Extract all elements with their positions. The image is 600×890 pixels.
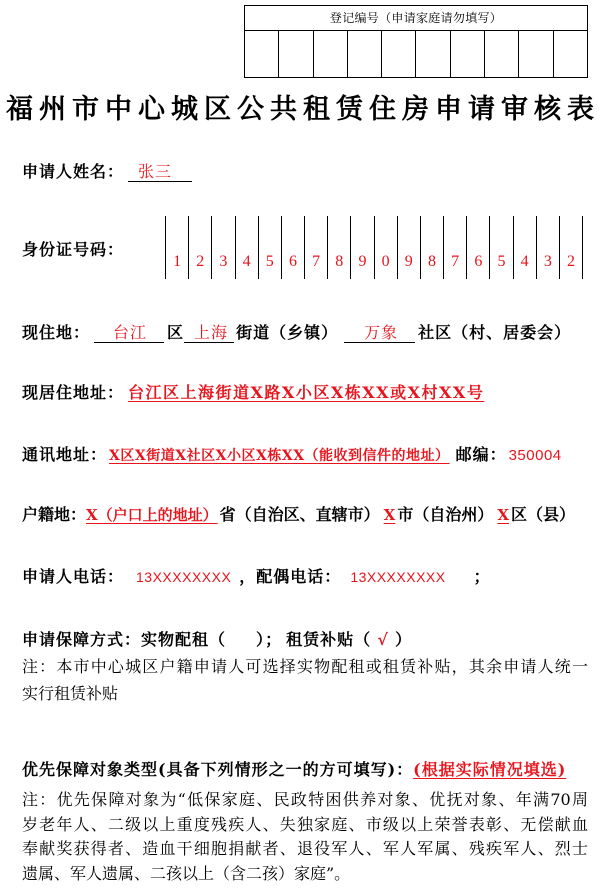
applicant-name-label: 申请人姓名： xyxy=(22,162,125,181)
priority-note-line: 遗属、军人遗属、二孩以上（含二孩）家庭”。 xyxy=(22,863,351,883)
id-digit: 8 xyxy=(335,253,344,270)
applicant-name-row xyxy=(22,161,588,183)
registration-number-cell xyxy=(553,31,587,77)
paren-close: ） xyxy=(256,630,266,649)
applicant-phone-value: 13XXXXXXXX xyxy=(136,569,232,585)
current-community-value: 万象 xyxy=(344,323,415,343)
current-residence-row xyxy=(22,322,588,344)
priority-type-row xyxy=(22,759,588,781)
id-digit-cell xyxy=(350,216,373,279)
residence-address-label: 现居住地址： xyxy=(22,383,125,402)
priority-note xyxy=(22,788,588,886)
id-digit: 9 xyxy=(404,253,413,270)
current-district-suffix: 区 xyxy=(167,323,185,342)
household-province-value: X（户口上的地址） xyxy=(86,506,218,524)
household-city-value: X xyxy=(383,506,396,524)
paren-open: （ xyxy=(209,630,227,649)
id-digit-cell xyxy=(466,216,489,279)
household-city-suffix: 市（自治州） xyxy=(397,505,494,524)
postcode-value: 350004 xyxy=(508,447,562,464)
id-digit-cell xyxy=(327,216,350,279)
registration-number-box xyxy=(244,5,588,78)
household-district-value: X xyxy=(497,506,509,524)
registration-number-cell xyxy=(313,31,347,77)
id-digit-cell xyxy=(420,216,443,279)
applicant-phone-label: 申请人电话： xyxy=(22,567,125,586)
mailing-address-label: 通讯地址： xyxy=(22,445,108,464)
phone-row-end: ； xyxy=(473,567,491,586)
support-method-row xyxy=(22,629,588,651)
mailing-address-row xyxy=(22,444,588,467)
paren-open: （ xyxy=(354,630,372,649)
id-digit: 7 xyxy=(312,253,321,270)
registration-number-cell xyxy=(347,31,381,77)
id-digit: 2 xyxy=(567,253,575,270)
support-method-label: 申请保障方式： xyxy=(22,630,142,649)
current-community-suffix: 社区（村、居委会） xyxy=(418,323,572,342)
registration-number-cell xyxy=(278,31,312,77)
id-digit: 2 xyxy=(196,253,205,270)
mailing-address-value: X区X街道X社区X小区X栋XX（能收到信件的地址） xyxy=(109,448,450,464)
registration-number-cell xyxy=(245,31,278,77)
residence-address-row xyxy=(22,382,588,404)
id-digit: 8 xyxy=(427,253,436,270)
household-registration-label: 户籍地： xyxy=(22,505,87,524)
form-title: 福州市中心城区公共租赁住房申请审核表 xyxy=(6,94,594,125)
id-number-label: 身份证号码： xyxy=(22,240,125,259)
id-digit: 5 xyxy=(265,253,274,270)
id-digit-cell xyxy=(235,216,258,279)
spouse-phone-value: 13XXXXXXXX xyxy=(350,569,446,585)
spouse-phone-label: ，配偶电话： xyxy=(239,567,342,586)
current-street-value: 上海 xyxy=(184,323,234,343)
id-digit: 6 xyxy=(288,253,297,270)
id-digit-cell xyxy=(397,216,420,279)
priority-note-line: 岁老年人、二级以上重度残疾人、失独家庭、市级以上荣誉表彰、无偿献血 xyxy=(22,814,588,834)
id-number-grid xyxy=(165,216,583,279)
id-digit: 7 xyxy=(451,253,460,270)
id-digit-cell xyxy=(513,216,536,279)
applicant-name-value: 张三 xyxy=(128,162,192,182)
id-digit-cell xyxy=(281,216,304,279)
id-digit: 9 xyxy=(358,253,367,270)
household-registration-row xyxy=(22,504,588,526)
current-district-value: 台江 xyxy=(94,323,164,343)
id-digit: 3 xyxy=(543,253,552,270)
id-digit-cell xyxy=(258,216,281,279)
household-district-suffix: 区（县） xyxy=(510,505,575,524)
support-note-line: 实行租赁补贴 xyxy=(22,684,119,703)
priority-type-value: (根据实际情况填选) xyxy=(413,760,567,779)
id-digit-cell xyxy=(559,216,582,279)
support-option-rental-housing: 实物配租 xyxy=(141,630,210,649)
id-digit-cell xyxy=(489,216,512,279)
priority-type-label: 优先保障对象类型(具备下列情形之一的方可填写)： xyxy=(22,760,414,779)
paren-close: ） xyxy=(395,630,413,649)
support-method-note xyxy=(22,653,588,707)
registration-number-cell xyxy=(450,31,484,77)
registration-number-cell xyxy=(484,31,518,77)
id-digit-cell xyxy=(304,216,327,279)
id-digit-cell xyxy=(536,216,559,279)
id-digit: 4 xyxy=(242,253,251,270)
registration-number-header: 登记编号（申请家庭请勿填写） xyxy=(245,6,587,31)
residence-address-value: 台江区上海街道X路X小区X栋XX或X村XX号 xyxy=(128,383,485,402)
registration-number-cell xyxy=(518,31,552,77)
support-option-rental-housing-mark xyxy=(226,629,256,651)
registration-number-cells xyxy=(245,31,587,77)
checkmark-icon: √ xyxy=(377,630,389,649)
current-street-suffix: 街道（乡镇） xyxy=(236,323,339,342)
phone-row xyxy=(22,566,588,588)
support-note-line: 注：本市中心城区户籍申请人可选择实物配租或租赁补贴，其余申请人统一 xyxy=(22,657,588,676)
priority-note-line: 奉献奖获得者、造血干细胞捐献者、退役军人、军人军属、残疾军人、烈士 xyxy=(22,839,588,858)
id-digit: 4 xyxy=(520,253,529,270)
id-digit-cell xyxy=(443,216,466,279)
id-digit-cell xyxy=(374,216,397,279)
id-digit-cell xyxy=(188,216,211,279)
registration-number-cell xyxy=(381,31,415,77)
id-digit: 6 xyxy=(474,253,483,270)
id-digit: 1 xyxy=(173,253,182,270)
postcode-label: 邮编： xyxy=(455,445,507,464)
id-digit-cell xyxy=(211,216,234,279)
current-residence-label: 现住地： xyxy=(22,323,91,342)
id-digit: 0 xyxy=(381,253,390,270)
support-option-rent-subsidy: 租赁补贴 xyxy=(286,630,355,649)
household-province-suffix: 省（自治区、直辖市） xyxy=(219,505,380,524)
registration-number-cell xyxy=(415,31,449,77)
priority-note-line: 注：优先保障对象为“低保家庭、民政特困供养对象、优抚对象、年满70周 xyxy=(22,790,588,809)
id-digit: 5 xyxy=(497,253,506,270)
id-digit-cell xyxy=(165,216,188,279)
option-separator: ； xyxy=(265,630,283,649)
id-digit: 3 xyxy=(219,253,228,270)
